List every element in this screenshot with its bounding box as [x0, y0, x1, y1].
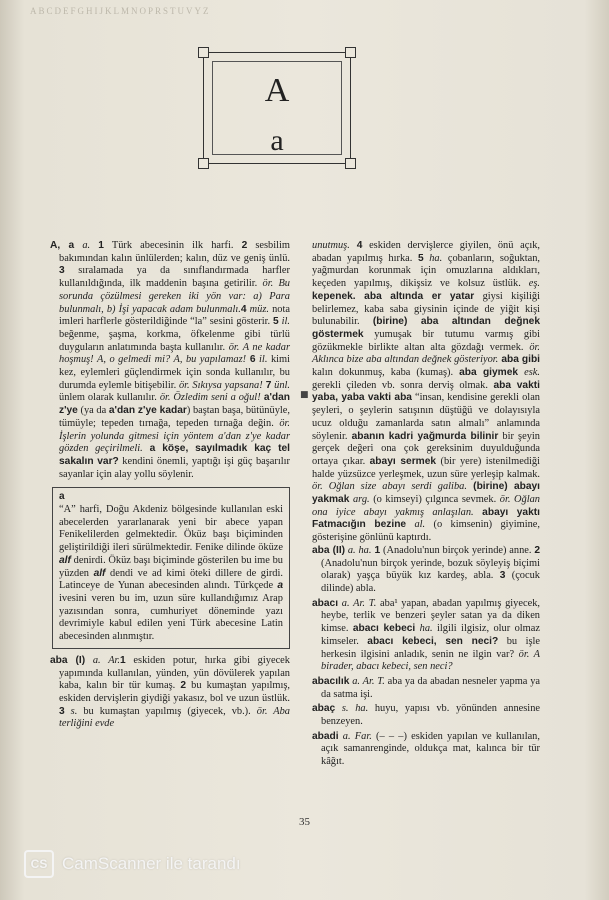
abbreviation: s. ha.	[335, 703, 369, 715]
headword: 2	[241, 240, 248, 251]
etymology-note-box	[52, 487, 290, 648]
example-text: ör. Bu sorunda çözülmesi gereken iki yön var: a) Para bulunmalı, b) İşi yapacak adam bulunmalı.	[59, 278, 291, 315]
definition-text: eskiden dervişlerce giyilen, önü açık, abadan yapılmış hırka.	[312, 240, 541, 264]
left-column	[50, 240, 290, 731]
example-text: ör. Özledim seni a oğul!	[159, 392, 261, 404]
abbreviation: il.	[278, 316, 290, 328]
note-body	[59, 504, 283, 644]
headword: aba (I)	[50, 654, 86, 666]
headword: aba altında er yatar	[355, 290, 475, 302]
definition-text: gerekli çileden vb. sonra derviş olmak.	[312, 379, 494, 391]
dictionary-entry	[312, 545, 540, 596]
example-text: ör. Sıkıysa yapsana!	[178, 379, 263, 391]
definition-text: ivesini veren bu im, uzun süre kullandığımız Arap yazısından sonra, cumhuriyet döneminde yazı devrimiyle kabul edilen yeni Türk abecesine Latin abecesinden alınmıştır.	[59, 592, 283, 643]
headword: 5	[417, 252, 424, 264]
example-text: ör. İşlerin yolunda gitmesi için yöntem a'dan z'ye kadar gözden geçirilmeli.	[59, 417, 290, 455]
scanner-watermark	[24, 848, 241, 880]
definition-text: (o kimseyi) çılgınca sevmek.	[369, 494, 500, 506]
emphasis: a	[277, 580, 283, 592]
headword: a'dan z'ye kadar	[108, 405, 187, 417]
definition-text: kendini önemli, yaptığı işi güç başarılır sayanlar için alay yollu söylenir.	[59, 455, 290, 480]
headword: 5	[273, 316, 279, 328]
capital-letter: A	[264, 72, 290, 109]
abbreviation: a. ha.	[345, 544, 372, 556]
emphasis: alf	[59, 554, 71, 566]
headword: 4	[349, 240, 363, 251]
entry-a	[50, 240, 290, 481]
headword: 6	[246, 354, 256, 366]
definition-text: (ya da	[77, 405, 109, 417]
definition-text: (Anadolu'nun birçok yerinde, bozuk söyleyiş biçimi olarak) yaşça büyük kız kardeş, abla.	[321, 557, 540, 582]
abbreviation: esk.	[518, 367, 540, 379]
headword: 1	[371, 544, 381, 556]
frame-corner	[198, 158, 209, 169]
definition-text: “A” harfi, Doğu Akdeniz bölgesinde kullanılan eski abecelerden yararlanarak yeni bir abece yapan Fenikelilerden gelmektedir. Öküz başı biçiminden geliştirildiği ileri sürülmektedir. Fenike dilinde öküze	[59, 504, 283, 554]
headword: abayı sermek	[369, 455, 437, 467]
definition-text: eskiden potur, hırka gibi giyecek yapımında kullanılan, yünden, yün dövülerek yapılan kaba, kalın bir tür kumaş.	[59, 654, 290, 692]
definition-text: bir şeyin gerçek değeri ona çok gereksinim duyulduğunda ortaya çıkar.	[312, 430, 540, 467]
letter-frame	[203, 52, 351, 164]
headword: aba (II)	[312, 544, 346, 556]
frame-corner	[345, 158, 356, 169]
definition-text: giysi kişiliği belirlemez, kaba saba giysinin içinde de yiğit kişi bulunabilir.	[312, 290, 540, 328]
example-text: ör. A birader, abacı kebeci, sen neci?	[321, 648, 540, 673]
headword: a köşe, sayılmadık kaç tel sakalın var?	[59, 443, 290, 467]
headword: abadi	[312, 730, 339, 742]
frame-corner	[198, 47, 209, 58]
definition-text: huyu, yapısı vb. yönünden annesine benzeyen.	[321, 703, 540, 728]
definition-text: denirdi. Öküz başı biçiminde gösterilen bu ime bu yüzden	[59, 554, 283, 579]
abbreviation: al.	[406, 519, 426, 531]
bleed-through-text: ABCDEFGHIJKLMNOPRSTUVYZ	[30, 6, 211, 16]
example-text: unutmuş.	[312, 240, 350, 251]
abbreviation: il.	[255, 354, 268, 366]
example-text: ör. Aklınca bize aba altından değnek gösteriyor.	[312, 341, 540, 366]
dictionary-entry	[312, 598, 540, 674]
definition-text: (bir yere) istenilmediği halde yüzsüzce yerleşmek, uzun süre yerleşip kalmak.	[312, 455, 540, 480]
example-text: ör. A ne kadar hoşmuş! A, o gelmedi mi? A, bu yapılamaz!	[59, 341, 290, 366]
definition-text: bu kumaştan yapılmış, eskiden dervişlerin giydiği yakasız, bol ve uzun üstlük.	[59, 680, 290, 704]
inner-frame	[212, 61, 342, 155]
definition-text: ünlem olarak kullanılır.	[59, 392, 160, 404]
entry-aba-1	[50, 655, 290, 731]
definition-text: kalın dokunmuş, kaba (kumaş).	[312, 367, 460, 379]
definition-text: ) baştan başa, bütünüyle, tümüyle; tepeden tırnağa, tepeden tırnağa değin.	[59, 405, 290, 429]
definition-text: beğenme, şaşma, korkma, öfkelenme gibi türlü duyguların anlatımında başta kullanılır.	[59, 328, 290, 353]
abbreviation: arg.	[349, 494, 370, 506]
example-text: ör. Oğlan ona iyice abayı yakmış anlaşılan.	[312, 494, 541, 518]
definition-text: nota imleri harflerle gösterildiğinde “la” sesini gösterir.	[59, 303, 290, 328]
definition-text: (– – –) eskiden yapılan ve kullanılan, açık samanrenginde, oldukça mat, kalınca bir tür kâğıt.	[321, 730, 540, 768]
headword: abacı kebeci, sen neci?	[367, 635, 499, 647]
watermark-text: CamScanner ile tarandı	[62, 854, 241, 873]
headword: 3	[499, 570, 506, 582]
page-number: 35	[299, 816, 310, 828]
headword: a'dan z'ye	[59, 392, 291, 417]
abbreviation: a. Ar. T.	[349, 675, 385, 687]
headword: 1	[120, 654, 126, 666]
dictionary-entry	[312, 676, 540, 701]
example-text: ör. Oğlan size abayı serdi galiba.	[312, 481, 467, 493]
headword: A, a	[50, 240, 75, 251]
definition-text: kimi kez, eylemleri güçlendirmek için sonda kullanılır, bu durumda eylemle bitişebilir.	[59, 354, 290, 391]
definition-text: Türk abecesinin ilk harfi.	[103, 240, 242, 251]
dictionary-entry	[312, 703, 540, 728]
emphasis: alf	[93, 567, 106, 579]
abbreviation: a. Ar.	[85, 654, 121, 666]
abbreviation: a. Far.	[338, 730, 372, 742]
definition-text: dendi ve ad kimi öteki dillere de girdi. Latinceye de Yunan abecesinden alındı. Türkçede	[59, 567, 283, 592]
margin-marker: ■	[300, 390, 309, 400]
definition-text: (çocuk dilinde) abla.	[321, 570, 540, 594]
headword: 2	[534, 544, 540, 556]
headword: abacı kebeci	[352, 623, 416, 635]
headword: aba giymek	[459, 367, 519, 379]
definition-text: yumuşak bir tutumu varmış gibi gözükmekle birlikte altan alta gözdağı vermek.	[312, 328, 540, 353]
headword: (birine) aba altından değnek göstermek	[312, 316, 540, 340]
abbreviation: a.	[74, 240, 99, 251]
frame-corner	[345, 47, 356, 58]
headword: abayı yaktı Fatmacığın bezine	[312, 506, 540, 531]
abbreviation: eş.	[528, 278, 540, 290]
headword: aba gibi	[498, 354, 541, 366]
right-column	[312, 240, 540, 769]
definition-text: (Anadolu'nun birçok yerinde) anne.	[380, 544, 535, 556]
dictionary-entry	[312, 731, 540, 769]
definition-text: “insan, kendisine gerekli olan şeyleri, o şeylerin satışının düştüğü ve dolayısıyla ucuz olduğu zamanlarda satın almalı” anlamında söylenir.	[312, 392, 540, 442]
entry-aba-1-continued	[312, 240, 540, 545]
definition-text: bu işle herkesin ilgisini anladık, senin ne ilgin var?	[321, 635, 541, 660]
headword: 3	[59, 265, 65, 277]
example-text: ör. Aba terliğini evde	[59, 705, 290, 730]
headword: 4	[240, 303, 247, 315]
headword: 3	[59, 705, 65, 717]
definition-text: bu kumaştan yapılmış (giyecek, vb.).	[77, 705, 257, 717]
headword: abanın kadri yağmurda bilinir	[351, 430, 499, 442]
definition-text: çobanların, soğuktan, yağmurdan korunmak için omuzlarına aldıkları, keçeden yapılmış, dikişsiz ve kolsuz üstlük.	[312, 252, 540, 290]
definition-text: sıralamada ya da sınıflandırmada harfler kullanıldığında, ilk maddenin başına getirilir.	[59, 265, 290, 290]
headword: abacılık	[312, 675, 350, 687]
abbreviation: ha.	[423, 252, 443, 264]
headword: (birine) abayı yakmak	[312, 481, 540, 506]
abbreviation: müz.	[246, 303, 269, 315]
lowercase-letter: a	[270, 124, 284, 157]
note-title: a	[59, 491, 65, 503]
headword: 1	[98, 240, 104, 251]
headword: aba vakti yaba, yaba vakti aba	[312, 379, 540, 404]
headword: abaç	[312, 703, 336, 715]
headword: kepenek.	[312, 290, 356, 302]
definition-text: aba¹ yapan, abadan yapılmış giyecek, heybe, terlik ve benzeri şeyler satan ya da diken kimse.	[321, 597, 540, 635]
headword: 2	[180, 680, 187, 692]
abbreviation: a. Ar. T.	[338, 597, 377, 609]
right-entries	[312, 545, 540, 769]
headword: abacı	[312, 597, 339, 609]
abbreviation: ha.	[415, 623, 433, 635]
definition-text: (o kimsenin) giyimine, gösterişine gönlünü kaptırdı.	[312, 519, 541, 544]
definition-text: sesbilim bakımından kalın ünlülerden; kalın, düz ve geniş ünlü.	[59, 240, 290, 264]
abbreviation: s.	[64, 705, 78, 717]
definition-text: ilgili ilgisiz, olur olmaz kimseler.	[321, 623, 540, 647]
camscanner-logo-icon: CS	[24, 850, 54, 878]
abbreviation: ünl.	[271, 379, 291, 391]
headword: 7	[262, 379, 272, 391]
definition-text: aba ya da abadan nesneler yapma ya da satma işi.	[321, 675, 541, 700]
